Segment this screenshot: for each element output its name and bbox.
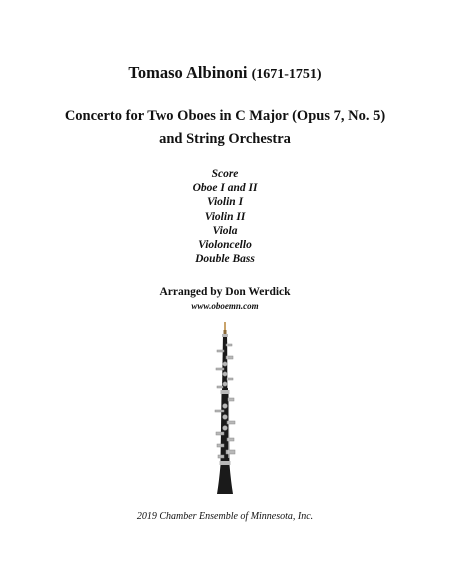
composer-dates: (1671-1751) — [251, 67, 322, 82]
part-item-score: Score — [211, 168, 239, 180]
part-item-violoncello: Violoncello — [198, 239, 252, 252]
part-item-oboes: Oboe I and II — [192, 182, 258, 195]
part-item-violin-2: Violin II — [204, 210, 246, 223]
work-title: Concerto for Two Oboes in C Major (Opus 7, No. 5) — [64, 108, 386, 124]
part-item-viola: Viola — [212, 224, 238, 237]
composer-name: Tomaso Albinoni — [128, 63, 248, 82]
work-subtitle: and String Orchestra — [159, 131, 291, 147]
oboe-icon — [202, 322, 248, 498]
part-item-double-bass: Double Bass — [195, 253, 255, 266]
copyright-notice: 2019 Chamber Ensemble of Minnesota, Inc. — [136, 511, 314, 522]
arranger-credit: Arranged by Don Werdick — [159, 286, 291, 298]
website-link[interactable]: www.oboemn.com — [191, 301, 259, 311]
composer-line — [0, 63, 450, 83]
part-item-violin-1: Violin I — [206, 196, 244, 209]
parts-list — [0, 167, 450, 266]
